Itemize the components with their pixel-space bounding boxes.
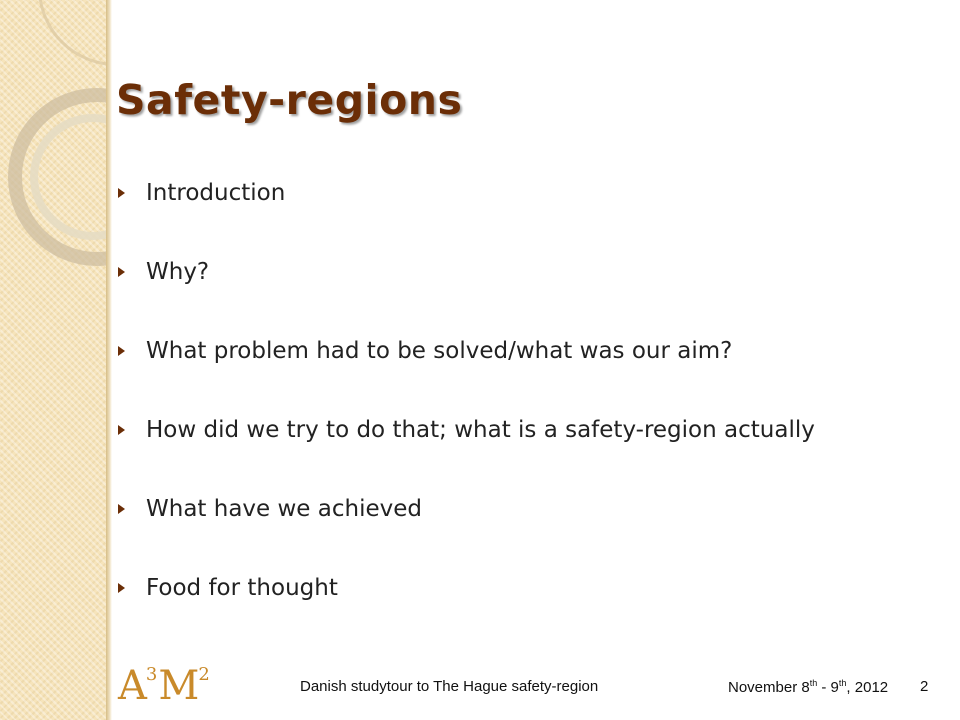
bullet-text: Food for thought [146, 575, 338, 601]
bullet-item [116, 249, 815, 295]
bullet-item [116, 170, 815, 216]
triangle-right-icon [118, 267, 125, 277]
triangle-right-icon [118, 188, 125, 198]
bullet-text: What have we achieved [146, 496, 422, 522]
triangle-right-icon [118, 583, 125, 593]
bullet-text: What problem had to be solved/what was our aim? [146, 338, 733, 364]
logo-superscript: 2 [198, 664, 210, 685]
date-superscript: th [838, 678, 847, 688]
footer-date [728, 678, 888, 696]
bullet-item [116, 407, 815, 453]
bullet-list [116, 170, 815, 644]
date-superscript: th [809, 678, 818, 688]
date-text: , 2012 [846, 679, 889, 696]
am-logo [118, 664, 211, 708]
date-text: November 8 [728, 679, 810, 696]
bullet-text: How did we try to do that; what is a safety-region actually [146, 417, 815, 443]
page-number: 2 [920, 678, 929, 695]
triangle-right-icon [118, 346, 125, 356]
slide-title: Safety-regions [116, 76, 463, 124]
decorative-ring [38, 0, 106, 66]
bullet-item [116, 565, 815, 611]
bullet-text: Introduction [146, 180, 286, 206]
bullet-item [116, 486, 815, 532]
triangle-right-icon [118, 425, 125, 435]
decorative-side-panel [0, 0, 106, 720]
logo-letter-m: M [158, 663, 198, 709]
logo-superscript: 3 [145, 664, 158, 685]
side-panel-edge [106, 0, 112, 720]
date-text: - 9 [817, 679, 839, 696]
bullet-item [116, 328, 815, 374]
logo-letter-a: A [118, 663, 145, 709]
footer-title: Danish studytour to The Hague safety-region [300, 678, 599, 695]
triangle-right-icon [118, 504, 125, 514]
bullet-text: Why? [146, 259, 210, 285]
